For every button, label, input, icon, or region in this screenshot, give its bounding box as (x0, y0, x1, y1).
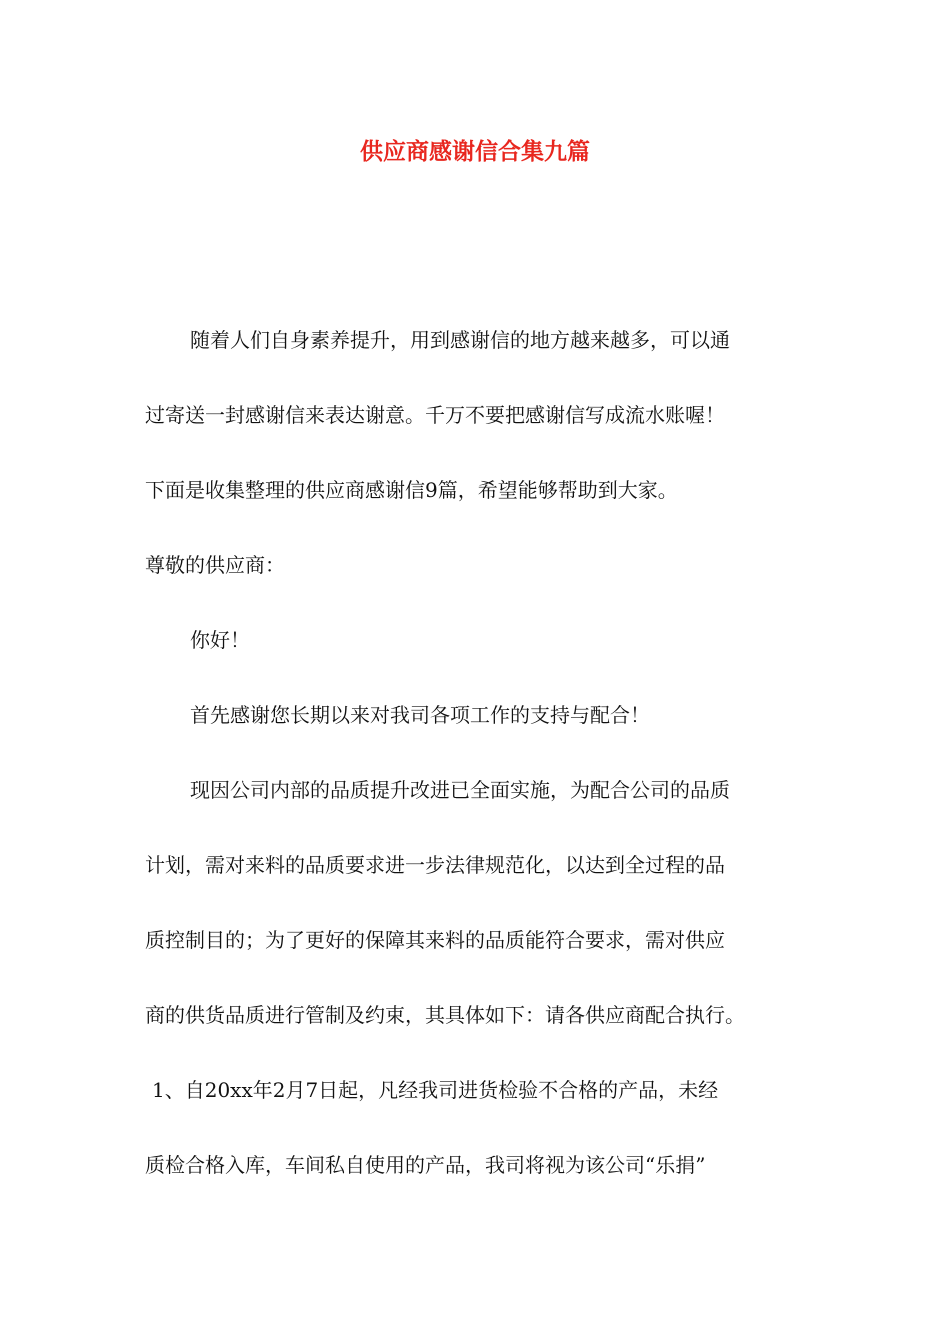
paragraph-line-3: 下面是收集整理的供应商感谢信9篇，希望能够帮助到大家。 (145, 478, 678, 502)
greeting-line: 你好！ (190, 628, 250, 652)
paragraph-line-8: 计划，需对来料的品质要求进一步法律规范化，以达到全过程的品 (145, 853, 725, 877)
paragraph-line-10: 商的供货品质进行管制及约束，其具体如下：请各供应商配合执行。 (145, 1003, 745, 1027)
list-item-line-1: 1、自20xx年2月7日起，凡经我司进货检验不合格的产品，未经 (152, 1078, 719, 1102)
paragraph-line-1: 随着人们自身素养提升，用到感谢信的地方越来越多，可以通 (190, 328, 730, 352)
paragraph-line-6: 首先感谢您长期以来对我司各项工作的支持与配合！ (190, 703, 650, 727)
salutation-line: 尊敬的供应商： (145, 553, 285, 577)
paragraph-line-7: 现因公司内部的品质提升改进已全面实施，为配合公司的品质 (190, 778, 730, 802)
document-title: 供应商感谢信合集九篇 (360, 138, 590, 165)
paragraph-line-9: 质控制目的；为了更好的保障其来料的品质能符合要求，需对供应 (145, 928, 725, 952)
list-item-line-2: 质检合格入库，车间私自使用的产品，我司将视为该公司“乐捐” (145, 1153, 706, 1177)
paragraph-line-2: 过寄送一封感谢信来表达谢意。千万不要把感谢信写成流水账喔！ (145, 403, 725, 427)
